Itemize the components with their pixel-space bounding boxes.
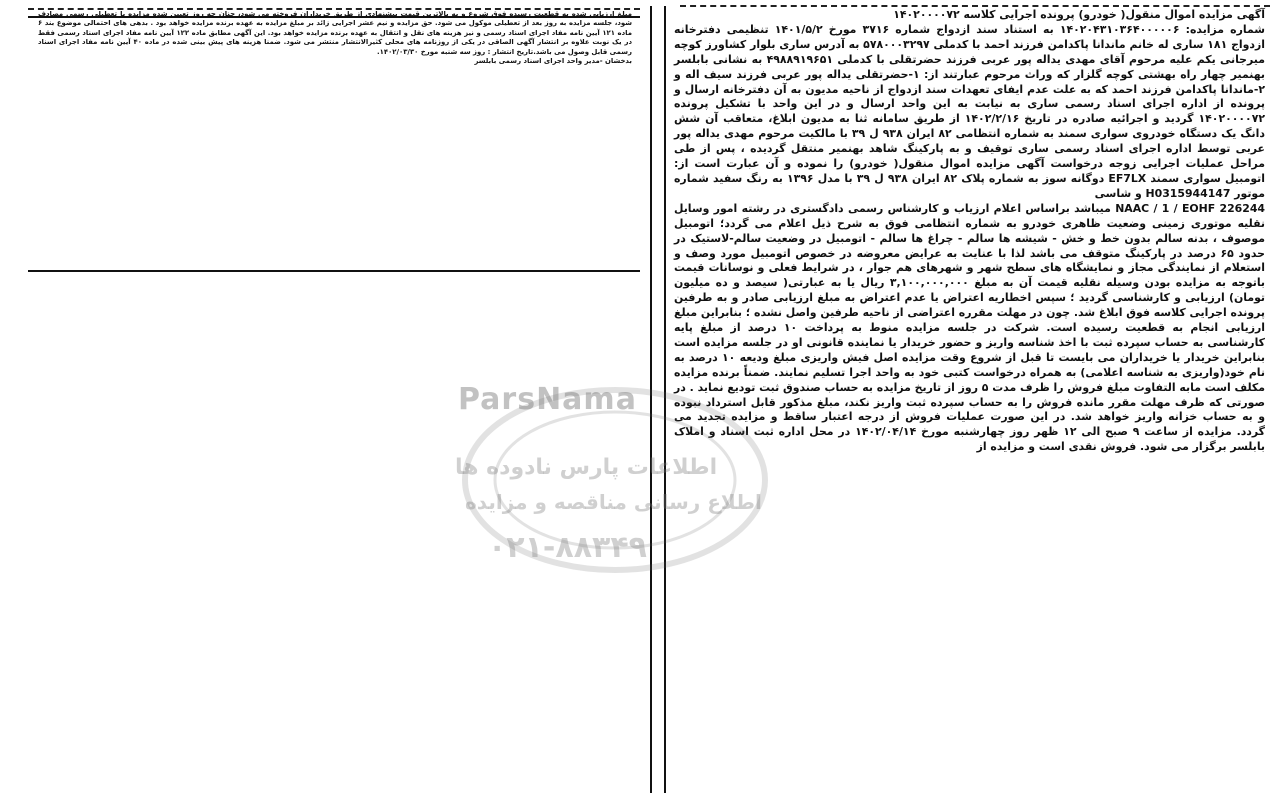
watermark-phone: ۰۲۱-۸۸۳۴۹ bbox=[488, 530, 647, 565]
notice-continuation-column bbox=[28, 0, 640, 270]
column-divider bbox=[650, 6, 652, 793]
watermark-line-1: اطلاعات پارس نادوده ها bbox=[455, 455, 718, 480]
signature: بدخشان -مدیر واحد اجرای اسناد رسمی بابلسر bbox=[474, 57, 632, 66]
notice-title: آگهی مزایده اموال منقول( خودرو) پرونده اجرایی کلاسه ۱۴۰۲۰۰۰۰۷۲ bbox=[893, 8, 1265, 21]
watermark-line-2: اطلاع رسانی مناقصه و مزایده bbox=[465, 490, 762, 514]
notice-paragraph-2: NAAC / 1 / EOHF 226244 میباشد براساس اعلام ارزیاب و کارشناس رسمی دادگستری در رشته امور وسایل نقلیه موتوری زمینی وضعیت ظاهری خودرو به شماره انتظامی فوق به شرح ذیل اعلام می گردد؛ اتومبیل موصوف ، بدنه سالم بدون خط و خش - شیشه ها سالم - چراغ ها سالم - اتومبیل در وضعیت سالم-لاستیک در حدود ۶۵ درصد در پارکینگ متوقف می باشد لذا با عنایت به عرایض معروضه در خصوص اتومبیل مورد وصف و استعلام از نمایندگی مجاز و نمایشگاه های سطح شهر و شهرهای هم جوار ، در شرایط فعلی و نوسانات قیمت باتوجه به مزایده بودن وسیله نقلیه قیمت آن به مبلغ ۳,۱۰۰,۰۰۰,۰۰۰ ریال یا به عبارتی( سیصد و ده میلیون تومان) ارزیابی و کارشناسی گردید ؛ سپس اخطاریه اعتراض یا عدم اعتراض به مبلغ ارزیابی صادر و به طرفین پرونده اجرایی کلاسه فوق ابلاغ شد. چون در مهلت مقرره اعتراضی از ناحیه طرفین واصل نشده ؛ بنابراین مبلغ ارزیابی انجام به قطعیت رسیده است. شرکت در جلسه مزایده منوط به پرداخت ۱۰ درصد از مبلغ پایه کارشناسی به حساب سپرده ثبت با اخذ شناسه واریز و حضور خریدار یا نماینده قانونی او در جلسه مزایده است بنابراین خریدار یا خریداران می بایست تا قبل از شروع وقت مزایده اصل فیش واریزی مبلغ ودیعه ۱۰ درصد به نام خود(واریزی به شناسه اعلامی) به همراه درخواست کتبی خود به واحد اجرا تسلیم نمایند. ضمناً برنده مزایده مکلف است مابه التفاوت مبلغ فروش را ظرف مدت ۵ روز از تاریخ مزایده به حساب صندوق ثبت تودیع نماید . در صورتی که ظرف مهلت مقرر مانده فروش را به حساب سپرده ثبت واریز نکند، مبلغ مذکور قابل استرداد نبوده و به حساب خزانه واریز خواهد شد. در این صورت عملیات فروش از درجه اعتبار ساقط و مزایده تجدید می گردد. مزایده از ساعت ۹ صبح الی ۱۲ ظهر روز چهارشنبه مورخ ۱۴۰۲/۰۴/۱۴ در محل اداره ثبت اسناد و املاک بابلسر برگزار می شود. فروش نقدی است و مزایده از bbox=[674, 201, 1266, 454]
left-column-bottom-rule bbox=[28, 270, 640, 272]
notice-paragraph-1: شماره مزایده: ۱۴۰۲۰۴۳۱۰۳۶۴۰۰۰۰۰۶ به استناد سند ازدواج شماره ۳۷۱۶ مورخ ۱۴۰۱/۵/۲ تنظیمی دفترخانه ازدواج ۱۸۱ ساری له خانم ماندانا پاکدامن فرزند احمد با کدملی ۵۷۸۰۰۰۳۲۹۷ به آدرس ساری بلوار کشاورز کوچه میرجانی یکم علیه مرحوم آقای مهدی یداله پور عربی فرزند حضرتقلی با کدملی ۴۹۸۸۹۱۹۶۵۱ به نشانی بابلسر بهنمیر چهار راه بهشتی کوچه گلزار که وراث مرحوم عبارتند از: ۱-حضرتقلی یداله پور عربی فرزند سیف اله و ۲-ماندانا پاکدامن فرزند احمد که به علت عدم ایفای تعهدات سند ازدواج از ناحیه مدیون به آن دفترخانه ارسال و پرونده از اداره اجرای اسناد رسمی ساری به نیابت به این واحد ارسال و در این واحد با تشکیل پرونده ۱۴۰۲۰۰۰۰۷۲ گردید و اجرائیه صادره در تاریخ ۱۴۰۲/۲/۱۶ از طریق سامانه ثنا به مدیون ابلاغ، متعاقب آن شش دانگ یک دستگاه خودروی سواری سمند به شماره انتظامی ۸۲ ایران ۹۳۸ ل ۳۹ با مالکیت مرحوم مهدی یداله پور عربی توسط اداره اجرای اسناد رسمی ساری توقیف و به پارکینگ شاهد بهنمیر منتقل گردیده ، پس از طی مراحل عملیات اجرایی زوجه درخواست آگهی مزایده اموال منقول( خودرو) را نموده و آن عبارت است از: اتومبیل سواری سمند EF7LX دوگانه سوز به شماره پلاک ۸۲ ایران ۹۳۸ ل ۳۹ با مدل ۱۳۹۶ به رنگ سفید شماره موتور H0315944147 و شاسی bbox=[674, 22, 1266, 200]
notice-main-column bbox=[664, 0, 1277, 793]
watermark-brand: ParsNama bbox=[458, 382, 637, 417]
continuation-paragraph: مبلغ ارزیابی شده به قطعیت رسیده فوق شروع و به بالاترین قیمت پیشنهادی از طریق خریداران فروخته می شود، چنان چه روز تعیین شده مزایده با تعطیلی رسمی مصادف شود، جلسه مزایده به روز بعد از تعطیلی موکول می شود. حق مزایده و نیم عشر اجرایی زائد بر مبلغ مزایده به عهده برنده مزایده خواهد بود . بدهی های احتمالی موضوع بند ۶ ماده ۱۲۱ آیین نامه مفاد اجرای اسناد رسمی و نیز هزینه های نقل و انتقال به عهده برنده مزایده خواهد بود. این آگهی مطابق ماده ۱۲۲ آیین نامه مفاد اجرای اسناد رسمی فقط در یک نوبت علاوه بر انتشار آگهی الصاقی در یکی از روزنامه های محلی کثیرالانتشار منتشر می شود. ضمنا هزینه های پیش بینی شده در ماده ۴۰ آیین نامه مفاد اجرای اسناد رسمی قابل وصول می باشد.تاریخ انتشار : روز سه شنبه مورخ ۱۴۰۲/۰۳/۳۰. bbox=[38, 10, 632, 56]
